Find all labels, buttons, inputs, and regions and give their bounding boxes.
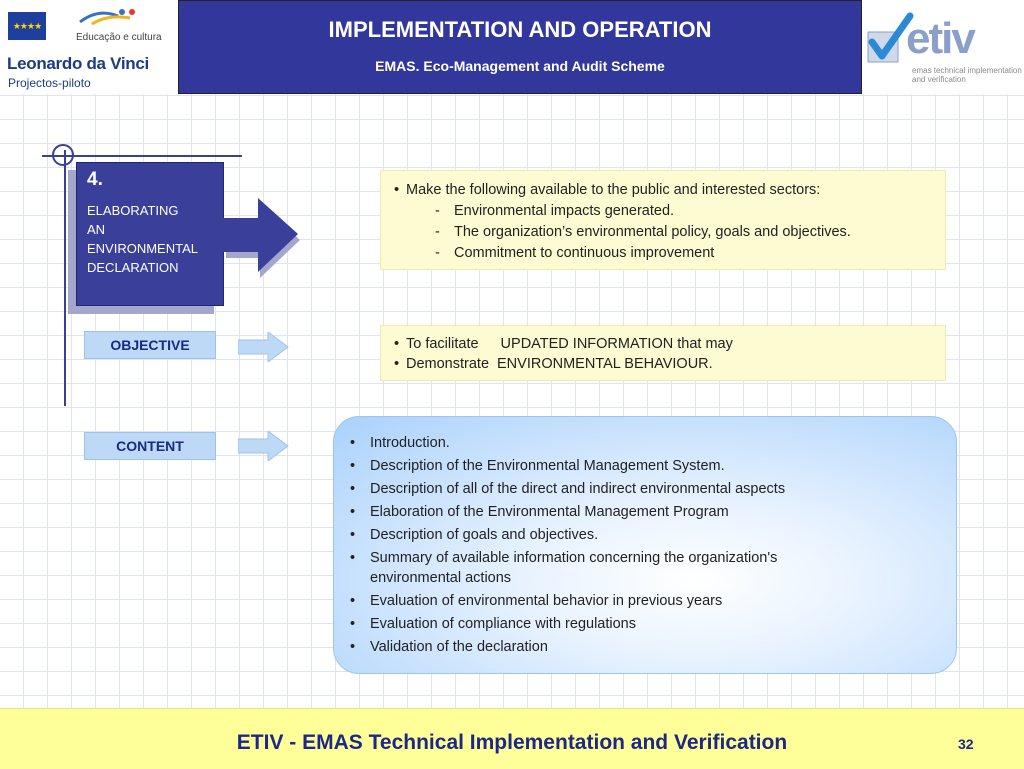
list-item: • Elaboration of the Environmental Management Program: [350, 502, 956, 522]
dash-item-text: Environmental impacts generated.: [454, 203, 675, 219]
step-title-line: AN: [87, 222, 106, 237]
page-title: IMPLEMENTATION AND OPERATION: [328, 17, 712, 42]
declaration-bullet-text: Make the following available to the public and interested sectors:: [406, 182, 821, 198]
leonardo-title: Leonardo da Vinci: [7, 54, 149, 73]
declaration-dash-item: - The organization’s environmental policy, goals and objectives.: [394, 222, 945, 243]
list-item-text: Description of all of the direct and indirect environmental aspects: [370, 481, 786, 497]
list-item: • Evaluation of compliance with regulations: [350, 614, 956, 634]
footer-title: ETIV - EMAS Technical Implementation and Verification: [236, 731, 788, 754]
list-item-text: Description of goals and objectives.: [370, 527, 599, 543]
objective-line: • To facilitate UPDATED INFORMATION that may: [394, 336, 733, 352]
objective-line: • Demonstrate ENVIRONMENTAL BEHAVIOUR.: [394, 356, 713, 372]
list-item: • Description of the Environmental Management System.: [350, 456, 956, 476]
footer-bar: [0, 708, 1024, 769]
step-box: [76, 162, 224, 306]
list-item-text: Summary of available information concerning the organization's environmental actions: [370, 550, 778, 586]
list-item: • Description of all of the direct and indirect environmental aspects: [350, 479, 956, 499]
crosshair-circle: [52, 144, 74, 166]
list-item-text: Evaluation of compliance with regulations: [370, 616, 636, 632]
etiv-tagline: emas technical implementation and verification: [912, 66, 1022, 84]
step-number: 4.: [87, 169, 103, 190]
objective-verb: Demonstrate: [406, 356, 490, 372]
step-arrow-icon: [222, 198, 302, 282]
list-item: • Description of goals and objectives.: [350, 525, 956, 545]
objective-label: OBJECTIVE: [84, 331, 216, 359]
declaration-box: [380, 170, 946, 270]
step-title-line: ELABORATING: [87, 203, 179, 218]
objective-text: ENVIRONMENTAL BEHAVIOUR.: [497, 356, 713, 372]
etiv-wordmark: etiv: [906, 14, 974, 63]
content-arrow-icon: [238, 431, 290, 461]
step-title-line: ENVIRONMENTAL: [87, 241, 198, 256]
etiv-logo: [862, 0, 1024, 94]
list-item: • Summary of available information concerning the organization's environmental actions: [350, 548, 956, 588]
objective-box: [380, 325, 946, 381]
declaration-dash-item: - Commitment to continuous improvement: [394, 243, 945, 264]
objective-text: UPDATED INFORMATION that may: [500, 336, 733, 352]
leonardo-logo: [0, 0, 178, 94]
objective-arrow-icon: [238, 332, 290, 362]
list-item-text: Validation of the declaration: [370, 639, 548, 655]
list-item-text: Introduction.: [370, 435, 450, 451]
edu-culture-text: Educação e cultura: [76, 32, 162, 43]
content-label: CONTENT: [84, 432, 216, 460]
declaration-bullet: • Make the following available to the public and interested sectors:: [394, 180, 945, 201]
list-item-text: Elaboration of the Environmental Management Program: [370, 504, 729, 520]
content-list: [333, 416, 957, 674]
objective-verb: To facilitate: [406, 336, 479, 352]
list-item-text: Description of the Environmental Management System.: [370, 458, 725, 474]
page-subtitle: EMAS. Eco-Management and Audit Scheme: [375, 58, 665, 74]
leonardo-subtitle: Projectos-piloto: [8, 76, 91, 90]
dash-item-text: Commitment to continuous improvement: [454, 245, 715, 261]
list-item: • Validation of the declaration: [350, 637, 956, 657]
list-item: • Evaluation of environmental behavior in previous years: [350, 591, 956, 611]
list-item-text: Evaluation of environmental behavior in previous years: [370, 593, 723, 609]
education-culture-icon: [78, 6, 138, 28]
declaration-dash-item: - Environmental impacts generated.: [394, 201, 945, 222]
step-title-line: DECLARATION: [87, 260, 179, 275]
vertical-guide-line: [64, 150, 66, 406]
eu-flag-icon: ★★★★: [8, 12, 46, 40]
list-item: • Introduction.: [350, 433, 956, 453]
header-bar: [178, 0, 862, 94]
dash-item-text: The organization’s environmental policy, goals and objectives.: [454, 224, 851, 240]
page-number: 32: [958, 736, 974, 752]
step-title: [87, 201, 198, 277]
